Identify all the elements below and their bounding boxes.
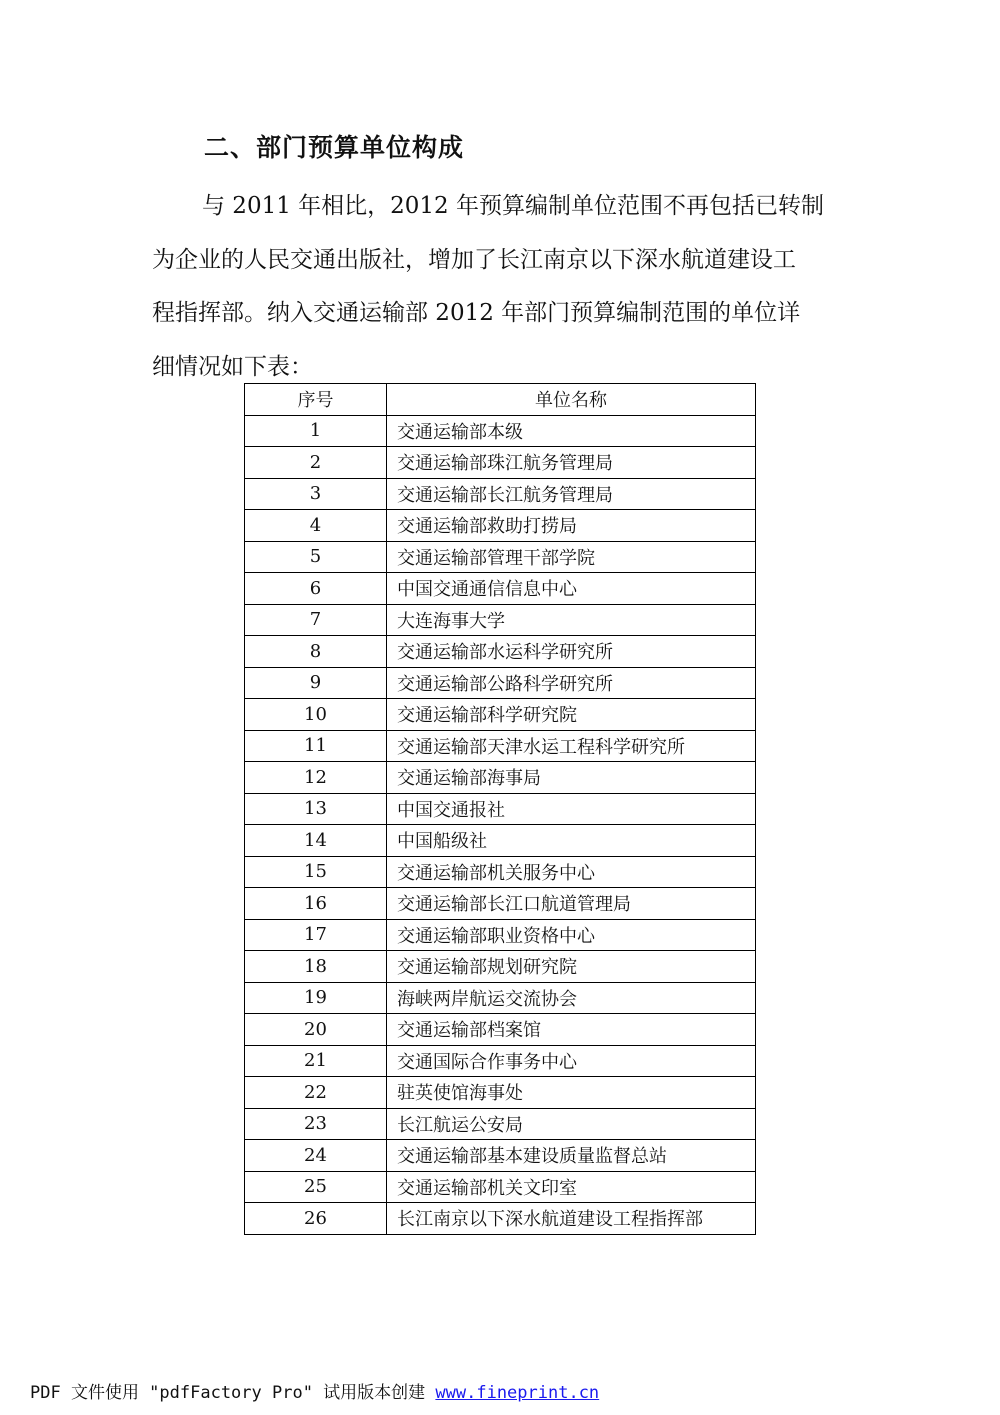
budget-units-table xyxy=(244,383,756,1235)
table-row xyxy=(245,510,756,542)
table-row xyxy=(245,636,756,668)
row-unit-name: 中国船级社 xyxy=(387,825,756,857)
footer-link[interactable]: www.fineprint.cn xyxy=(435,1383,600,1403)
row-index: 15 xyxy=(245,856,387,888)
table-body xyxy=(245,415,756,1234)
row-index: 26 xyxy=(245,1203,387,1235)
paragraph-line: 为企业的人民交通出版社，增加了长江南京以下深水航道建设工 xyxy=(152,246,796,273)
row-unit-name: 中国交通报社 xyxy=(387,793,756,825)
row-unit-name: 交通运输部天津水运工程科学研究所 xyxy=(387,730,756,762)
table-row xyxy=(245,573,756,605)
row-index: 23 xyxy=(245,1108,387,1140)
table-row xyxy=(245,1077,756,1109)
table-row xyxy=(245,1140,756,1172)
row-index: 11 xyxy=(245,730,387,762)
row-index: 7 xyxy=(245,604,387,636)
paragraph-line: 与 2011 年相比，2012 年预算编制单位范围不再包括已转制 xyxy=(202,193,824,219)
row-index: 10 xyxy=(245,699,387,731)
row-index: 5 xyxy=(245,541,387,573)
table-row xyxy=(245,1203,756,1235)
row-unit-name: 交通国际合作事务中心 xyxy=(387,1045,756,1077)
intro-paragraph xyxy=(152,180,854,394)
row-unit-name: 交通运输部长江口航道管理局 xyxy=(387,888,756,920)
row-index: 1 xyxy=(245,415,387,447)
row-index: 8 xyxy=(245,636,387,668)
row-unit-name: 交通运输部救助打捞局 xyxy=(387,510,756,542)
table-row xyxy=(245,699,756,731)
footer-text: PDF 文件使用 "pdfFactory Pro" 试用版本创建 xyxy=(30,1383,436,1403)
table-row xyxy=(245,793,756,825)
row-unit-name: 交通运输部水运科学研究所 xyxy=(387,636,756,668)
paragraph-line: 细情况如下表： xyxy=(152,353,313,380)
row-unit-name: 长江南京以下深水航道建设工程指挥部 xyxy=(387,1203,756,1235)
row-index: 13 xyxy=(245,793,387,825)
table-row xyxy=(245,604,756,636)
row-index: 9 xyxy=(245,667,387,699)
row-index: 21 xyxy=(245,1045,387,1077)
table-row xyxy=(245,1171,756,1203)
row-index: 22 xyxy=(245,1077,387,1109)
table-row xyxy=(245,919,756,951)
row-index: 3 xyxy=(245,478,387,510)
row-unit-name: 海峡两岸航运交流协会 xyxy=(387,982,756,1014)
section-heading: 二、部门预算单位构成 xyxy=(204,133,465,162)
row-index: 19 xyxy=(245,982,387,1014)
row-index: 16 xyxy=(245,888,387,920)
row-index: 17 xyxy=(245,919,387,951)
table-row xyxy=(245,1045,756,1077)
header-unit-name: 单位名称 xyxy=(387,384,756,416)
row-unit-name: 交通运输部海事局 xyxy=(387,762,756,794)
row-unit-name: 交通运输部本级 xyxy=(387,415,756,447)
row-unit-name: 交通运输部档案馆 xyxy=(387,1014,756,1046)
row-index: 20 xyxy=(245,1014,387,1046)
row-unit-name: 交通运输部基本建设质量监督总站 xyxy=(387,1140,756,1172)
table-row xyxy=(245,478,756,510)
row-unit-name: 交通运输部长江航务管理局 xyxy=(387,478,756,510)
row-index: 6 xyxy=(245,573,387,605)
table-row xyxy=(245,825,756,857)
table-row xyxy=(245,667,756,699)
row-index: 12 xyxy=(245,762,387,794)
row-unit-name: 大连海事大学 xyxy=(387,604,756,636)
paragraph-line: 程指挥部。纳入交通运输部 2012 年部门预算编制范围的单位详 xyxy=(152,300,801,326)
table-row xyxy=(245,762,756,794)
pdf-footer xyxy=(30,1378,599,1403)
row-index: 4 xyxy=(245,510,387,542)
row-unit-name: 交通运输部职业资格中心 xyxy=(387,919,756,951)
row-unit-name: 交通运输部公路科学研究所 xyxy=(387,667,756,699)
table-row xyxy=(245,856,756,888)
table-row xyxy=(245,415,756,447)
row-index: 2 xyxy=(245,447,387,479)
row-unit-name: 交通运输部机关服务中心 xyxy=(387,856,756,888)
row-index: 14 xyxy=(245,825,387,857)
table-row xyxy=(245,982,756,1014)
header-index: 序号 xyxy=(245,384,387,416)
table-row xyxy=(245,888,756,920)
table-row xyxy=(245,730,756,762)
row-unit-name: 交通运输部科学研究院 xyxy=(387,699,756,731)
row-unit-name: 中国交通通信信息中心 xyxy=(387,573,756,605)
table-row xyxy=(245,1108,756,1140)
row-unit-name: 交通运输部机关文印室 xyxy=(387,1171,756,1203)
row-unit-name: 长江航运公安局 xyxy=(387,1108,756,1140)
table-row xyxy=(245,447,756,479)
table-header-row xyxy=(245,384,756,416)
row-unit-name: 驻英使馆海事处 xyxy=(387,1077,756,1109)
table-row xyxy=(245,951,756,983)
table-row xyxy=(245,1014,756,1046)
row-index: 25 xyxy=(245,1171,387,1203)
row-index: 24 xyxy=(245,1140,387,1172)
row-unit-name: 交通运输部管理干部学院 xyxy=(387,541,756,573)
table-row xyxy=(245,541,756,573)
row-unit-name: 交通运输部珠江航务管理局 xyxy=(387,447,756,479)
row-index: 18 xyxy=(245,951,387,983)
row-unit-name: 交通运输部规划研究院 xyxy=(387,951,756,983)
